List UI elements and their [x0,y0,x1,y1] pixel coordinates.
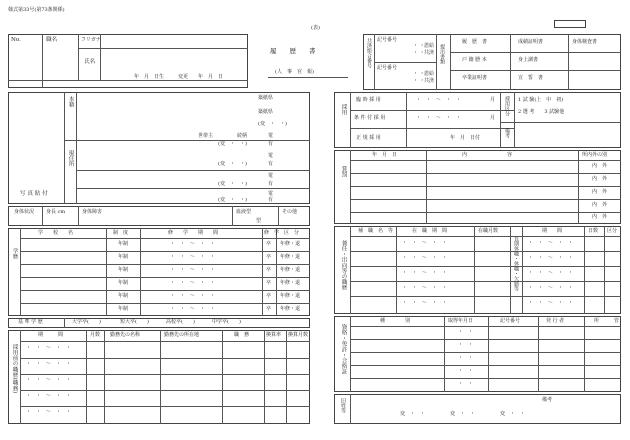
doc-1-2: 戸 籍 謄 本 [462,57,487,63]
school-row-6-grad: 卒 [266,306,272,312]
former-name-block [334,394,621,424]
prior-header-rate: 換算率 [266,332,282,338]
tel-label-1: 電 [268,133,274,139]
stamp-box [554,20,586,28]
basic-education-label: 基 準 学 歴 [18,319,43,325]
concurrent-row-2: ・ ・ 〜 ・ ・ [402,255,448,261]
kigo-number-2: 記号番号 [377,65,398,71]
school-header-class: 修 学 区 分 [264,230,300,236]
concurrent-row-1: ・ ・ 〜 ・ ・ [402,240,448,246]
change-4: (変 ・ ・) [218,197,247,203]
birth-date: 年 月 日生 [134,74,165,80]
reward-header-inout: 所内外の別 [582,152,608,158]
qual-row-3: ・ ・ [458,355,474,361]
tel-label-3: 電 [268,173,274,179]
leave-header-days: 日数 [588,228,599,234]
basic-opt-junior: 短大卒( ) [120,319,149,325]
doc-1-1: 履 歴 書 [462,39,488,45]
hire-cond: 条 件 付 採 用 [354,115,386,121]
school-row-4-system: 年制 [118,280,129,286]
reward-row-2: 内 外 [592,176,608,182]
leave-row-4: ・ ・ 〜 ・ ・ [528,285,574,291]
bottom-remarks: 備考 [542,397,553,403]
school-row-5-grad: 卒 [266,293,272,299]
dots-1: ・ ・ [413,43,425,49]
dots-3: ・ ・ [413,71,425,77]
doc-1-3: 卒業証明書 [462,75,488,81]
reward-row-4: 内 外 [592,202,608,208]
school-row-4-class: 年修・退 [280,280,301,286]
prior-header-months: 月数 [90,332,101,338]
school-row-6-period: ・ ・ 〜 ・ ・ [170,306,216,312]
hire-temp-month: 月 [490,97,496,103]
concurrent-label: 兼任・出向等の職歴 [340,240,347,291]
exam-opt-2: 2 選 考 3 試験他 [518,109,565,115]
change-2: (変 ・ ・) [218,161,247,167]
prior-row-3: ・ ・ 〜 ・ ・ [26,377,72,383]
leave-row-1: ・ ・ 〜 ・ ・ [528,240,574,246]
prior-header-period: 期 間 [38,332,64,338]
leave-header-period: 期 間 [542,228,563,234]
leave-row-5: ・ ・ 〜 ・ ・ [528,300,574,306]
kigo-number-1: 記号番号 [377,37,398,43]
basic-education-row [8,318,310,328]
qual-header-type: 種 別 [380,318,411,324]
qual-header-number: 記号番号 [500,318,521,324]
mutual-row-2: 共済 [424,50,435,56]
has-3: 有 [268,181,274,187]
docs-label: 提出書類 [439,44,445,64]
prior-career-label: 採用前の職歴(職務) [11,344,18,394]
concurrent-header-post: 補 職 名 等 [358,228,394,234]
has-4: 有 [268,197,274,203]
bottom-change-1: 変 ・ ・ [400,411,426,417]
hire-regular-date: 年 月 日付 [450,135,481,141]
school-row-1-system: 年制 [118,241,129,247]
hire-temp-period: ・ ・ 〜 ・ ・ [416,97,462,103]
qual-header-date: 取得年月日 [448,318,474,324]
school-row-2-class: 年修・退 [280,254,301,260]
side-label: (表) [311,25,320,31]
prior-header-location: 勤務先の所在地 [164,332,200,338]
disability-label: 身体障害 [82,209,103,215]
school-header-system: 制 度 [113,230,129,236]
page-subtitle: (人 事 官 報) [275,69,314,75]
relation-label: 続柄 [237,133,248,139]
concurrent-row-4: ・ ・ 〜 ・ ・ [402,285,448,291]
hire-cond-month: 月 [490,115,496,121]
reward-row-5: 内 外 [592,214,608,220]
qual-header-dept: 所 管 [594,318,620,324]
school-header-name: 学 校 名 [38,230,74,236]
tel-label-2: 電 [268,153,274,159]
concurrent-row-5: ・ ・ 〜 ・ ・ [402,300,448,306]
mutual-aid-label: 共済組合番号 [366,38,372,68]
honseki-label: 本籍 [67,96,74,108]
physical-label: 身体状況 [14,209,35,215]
qual-row-2: ・ ・ [458,342,474,348]
dots-2: ・ ・ [413,50,425,56]
hire-label: 採用 [340,104,347,116]
basic-opt-middle: 中学卒( ) [212,319,241,325]
job-label: 職名 [46,37,58,43]
furigana-label: フリガナ [81,37,101,43]
photo-label: 写 真 貼 付 [20,191,48,197]
leave-header-class: 区分 [607,228,618,234]
prior-row-1: ・ ・ 〜 ・ ・ [26,345,72,351]
change-3: (変 ・ ・) [218,181,247,187]
concurrent-table [334,226,621,314]
prior-row-5: ・ ・ 〜 ・ ・ [26,409,72,415]
doc-3-1: 身体検査書 [572,39,598,45]
basic-opt-high: 高校卒( ) [166,319,195,325]
no-label: No. [11,37,21,43]
concurrent-row-3: ・ ・ 〜 ・ ・ [402,270,448,276]
has-2: 有 [268,161,274,167]
bottom-change-3: 変 ・ ・ [500,411,526,417]
qualification-table [334,316,621,392]
other-label: その他 [282,209,298,215]
hire-temp: 臨 時 採 用 [356,97,381,103]
qual-row-1: ・ ・ [458,329,474,335]
school-row-2-period: ・ ・ 〜 ・ ・ [170,254,216,260]
school-row-2-grad: 卒 [266,254,272,260]
name-label: 氏名 [84,59,96,65]
school-row-3-system: 年制 [118,267,129,273]
basic-opt-univ: 大学卒( ) [72,319,101,325]
school-row-4-period: ・ ・ 〜 ・ ・ [170,280,216,286]
prior-header-duty: 職 務 [234,332,250,338]
bottom-change-2: 変 ・ ・ [450,411,476,417]
doc-2-2: 身上調書 [518,57,539,63]
reward-row-1: 内 外 [592,163,608,169]
school-row-3-class: 年修・退 [280,267,301,273]
school-row-5-period: ・ ・ 〜 ・ ・ [170,293,216,299]
honseki-prefecture-2: 築紙県 [258,109,274,115]
hire-cond-period: ・ ・ 〜 ・ ・ [416,115,462,121]
leave-row-2: ・ ・ 〜 ・ ・ [528,255,574,261]
exam-opt-1: 1 試 験(上 中 初) [518,97,564,103]
hire-class-label: 採用区分 [504,96,510,116]
mutual-row-3: 恩給 [424,71,435,77]
height-label: 身長 cm [46,209,66,215]
dots-4: ・ ・ [413,78,425,84]
leave-label: 長期休職・休職・欠勤等 [513,236,519,291]
concurrent-header-period: 在 職 期 間 [412,228,448,234]
reward-row-3: 内 外 [592,189,608,195]
tel-label-4: 電 [268,191,274,197]
school-row-5-class: 年修・退 [280,293,301,299]
reward-header-date: 年 月 日 [372,152,398,158]
school-row-1-period: ・ ・ 〜 ・ ・ [170,241,216,247]
qual-row-5: ・ ・ [458,381,474,387]
school-row-2-system: 年制 [118,254,129,260]
mutual-row-1: 恩給 [424,43,435,49]
reward-label: 賞罰 [340,166,347,178]
mutual-row-4: 共済 [424,78,435,84]
paren-1: (変 ・ ・) [218,141,247,147]
remarks-label: 備考 [504,128,510,138]
householder-label: 世帯主 [198,133,214,139]
school-row-6-class: 年修・退 [280,306,301,312]
doc-2-3: 宣 誓 書 [518,75,544,81]
prior-header-employer: 勤務先の名称 [110,332,141,338]
school-row-3-period: ・ ・ 〜 ・ ・ [170,267,216,273]
education-label: 学歴 [11,248,18,260]
school-row-1-class: 年修・退 [280,241,301,247]
blood-label: 血液型 [236,209,252,215]
former-name-label: 旧姓等 [340,398,346,413]
prior-row-2: ・ ・ 〜 ・ ・ [26,361,72,367]
honseki-change: (変 ・ ・) [258,121,287,127]
qualification-label: 資格・免許・合格証 [340,324,347,375]
reward-header-content: 内 容 [462,152,513,158]
hire-regular: 正 規 採 用 [356,135,381,141]
doc-2-1: 成績証明書 [518,39,544,45]
school-header-period: 修 学 期 間 [168,230,219,236]
prior-header-conv: 換算月数 [288,332,309,338]
blood-unit: 型 [256,218,262,224]
qual-header-issuer: 発 行 者 [546,318,565,324]
school-row-1-grad: 卒 [266,241,272,247]
form-number: 様式第33号(第73条関係) [8,7,65,13]
honseki-prefecture: 築紙県 [258,95,274,101]
school-row-5-system: 年制 [118,293,129,299]
address-label: 現住所 [67,150,74,167]
leave-row-3: ・ ・ 〜 ・ ・ [528,270,574,276]
school-row-6-system: 年制 [118,306,129,312]
school-row-4-grad: 卒 [266,280,272,286]
prior-row-4: ・ ・ 〜 ・ ・ [26,393,72,399]
page-title: 履 歴 書 [270,47,316,55]
concurrent-header-months: 在職月数 [478,228,499,234]
change-date: 変更 年 月 日 [178,74,224,80]
qual-row-4: ・ ・ [458,368,474,374]
has-1: 有 [268,141,274,147]
school-row-3-grad: 卒 [266,267,272,273]
